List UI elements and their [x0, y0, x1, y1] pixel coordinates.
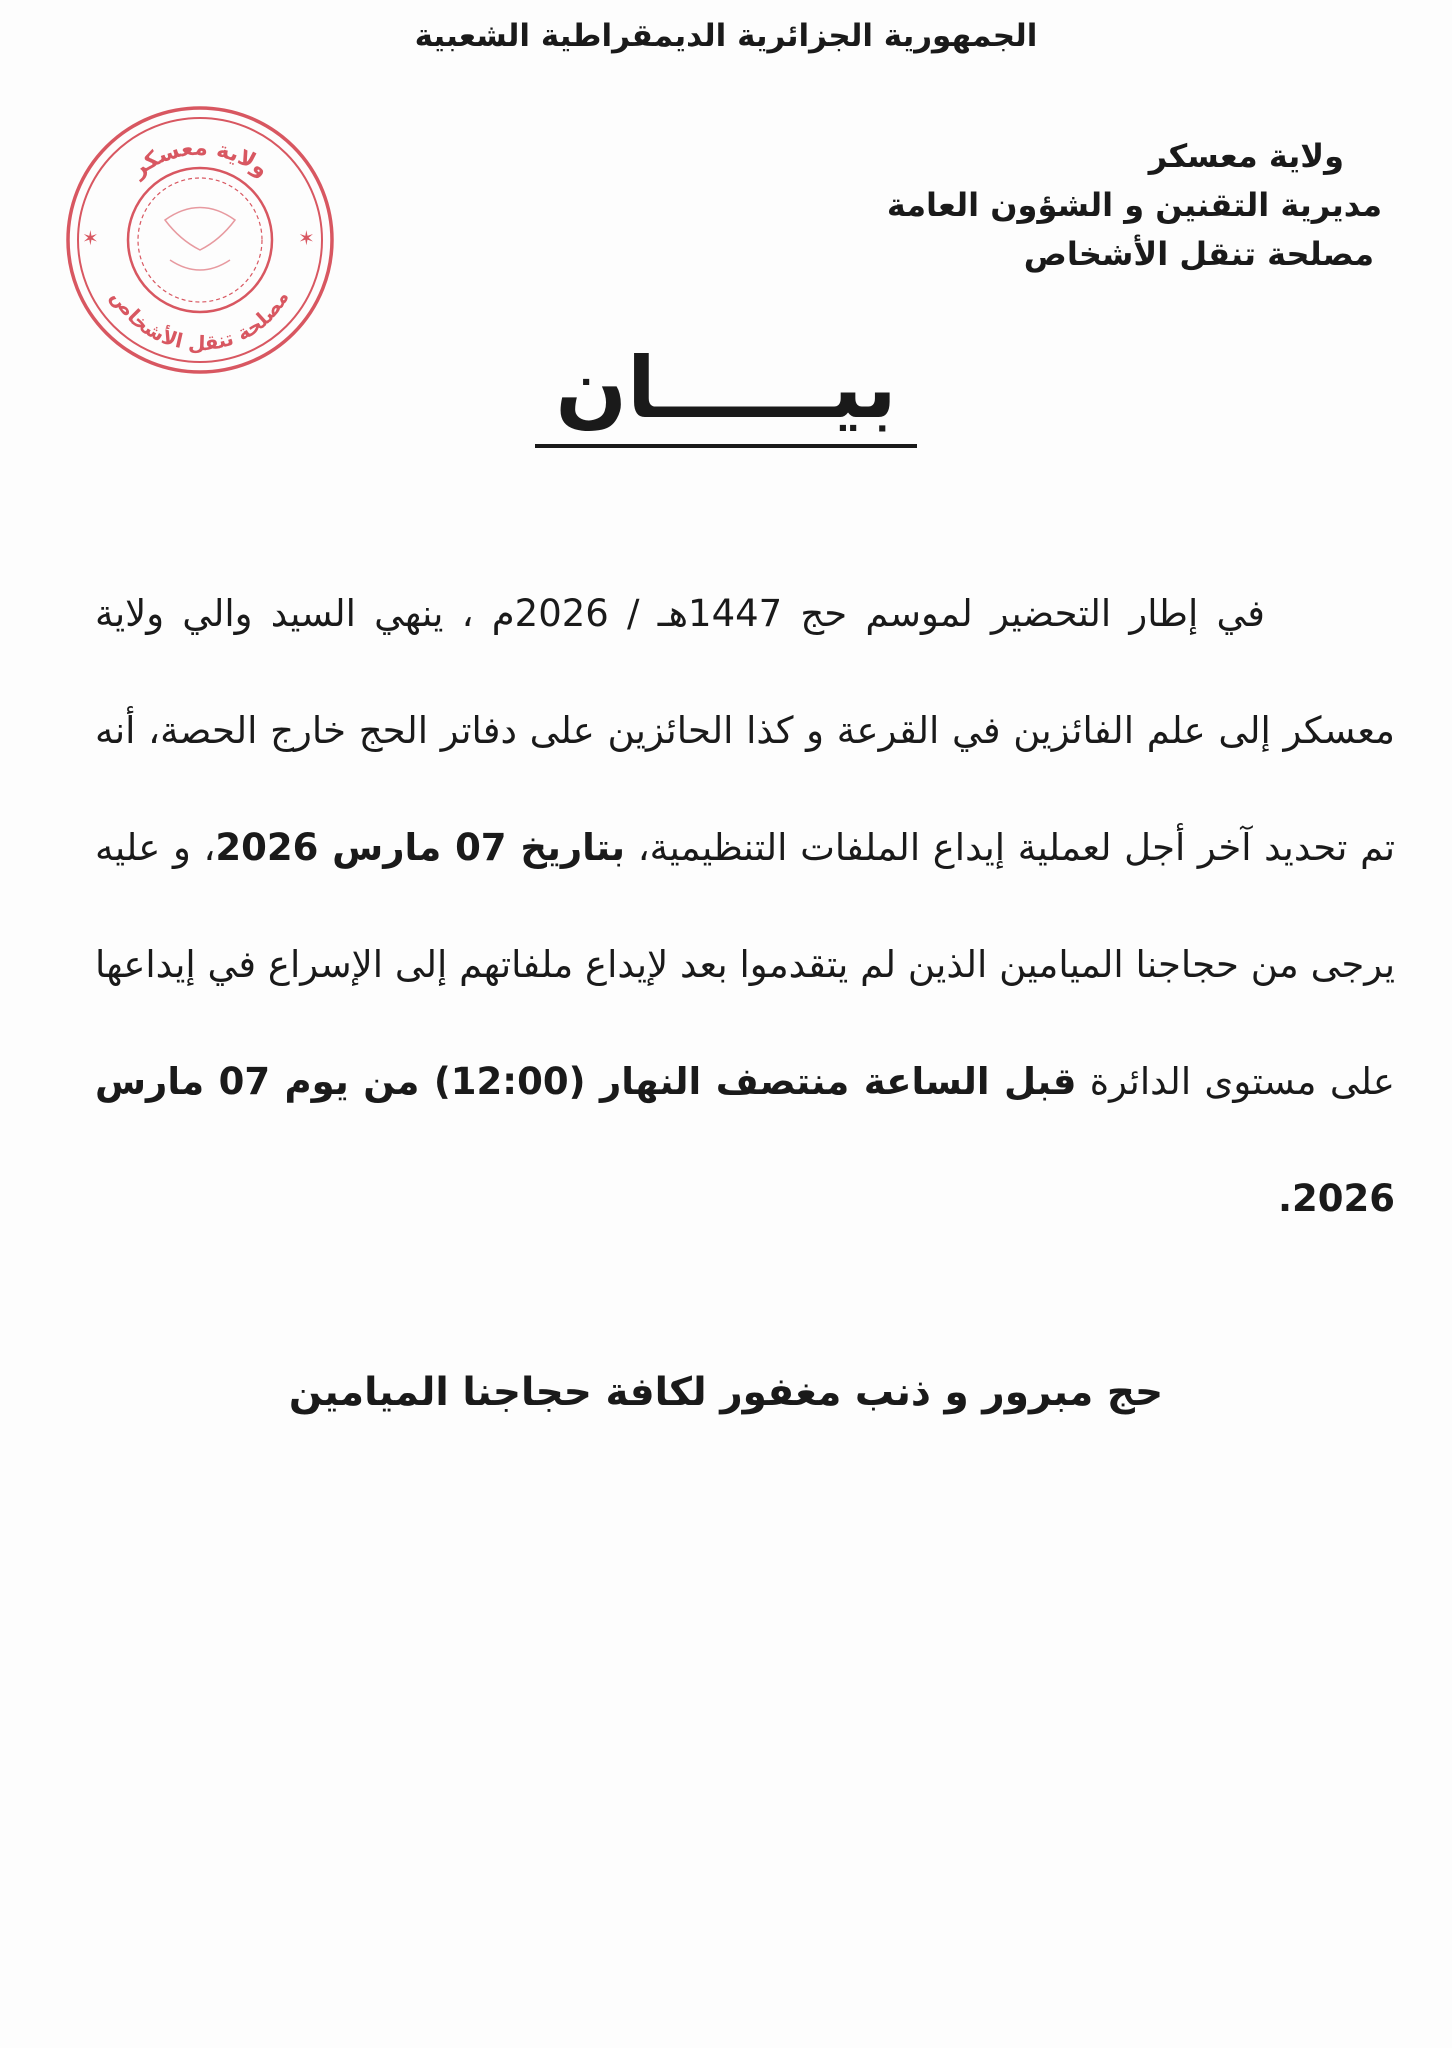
stamp-rings [68, 108, 332, 372]
official-stamp [60, 100, 340, 380]
announcement-body [95, 555, 1395, 1257]
closing-wish: حج مبرور و ذنب مغفور لكافة حجاجنا الميامين [288, 1370, 1164, 1415]
body-part-3: ، و عليه يرجى من حجاجنا الميامين الذين لم يتقدموا بعد لإيداع ملفاتهم إلى الإسراع في إيداعها على مستوى الدائرة [95, 826, 1395, 1103]
deadline-date: بتاريخ 07 مارس 2026 [215, 826, 626, 869]
republic-header: الجمهورية الجزائرية الديمقراطية الشعبية [414, 18, 1038, 54]
issuer-wilaya: ولاية معسكر [1148, 137, 1344, 175]
deadline-time: قبل الساعة منتصف النهار (12:00) من يوم 07 مارس 2026. [95, 1060, 1395, 1220]
body-part-1: في إطار التحضير لموسم حج 1447هـ / 2026م ، ينهي السيد والي ولاية معسكر إلى علم الفائزين في القرعة و كذا الحائزين على دفاتر الحج خارج الحصة، أنه تم تحديد آخر أجل لعملية إيداع الملفات التنظيمية، [95, 592, 1395, 869]
issuer-directorate: مديرية التقنين و الشؤون العامة [886, 186, 1382, 224]
svg-text:ولاية معسكر [126, 136, 273, 183]
stamp-text-top: ولاية معسكر [126, 135, 274, 183]
document-title-wrap [0, 340, 1452, 448]
document-title: بيــــــان [535, 340, 916, 448]
stamp-text-bottom: مصلحة تنقل الأشخاص [106, 285, 294, 356]
svg-text:✶: ✶ [82, 226, 99, 250]
announcement-paragraph [95, 555, 1395, 1257]
issuer-block [822, 132, 1382, 279]
issuer-service: مصلحة تنقل الأشخاص [1023, 235, 1374, 273]
svg-text:✶: ✶ [298, 226, 315, 250]
